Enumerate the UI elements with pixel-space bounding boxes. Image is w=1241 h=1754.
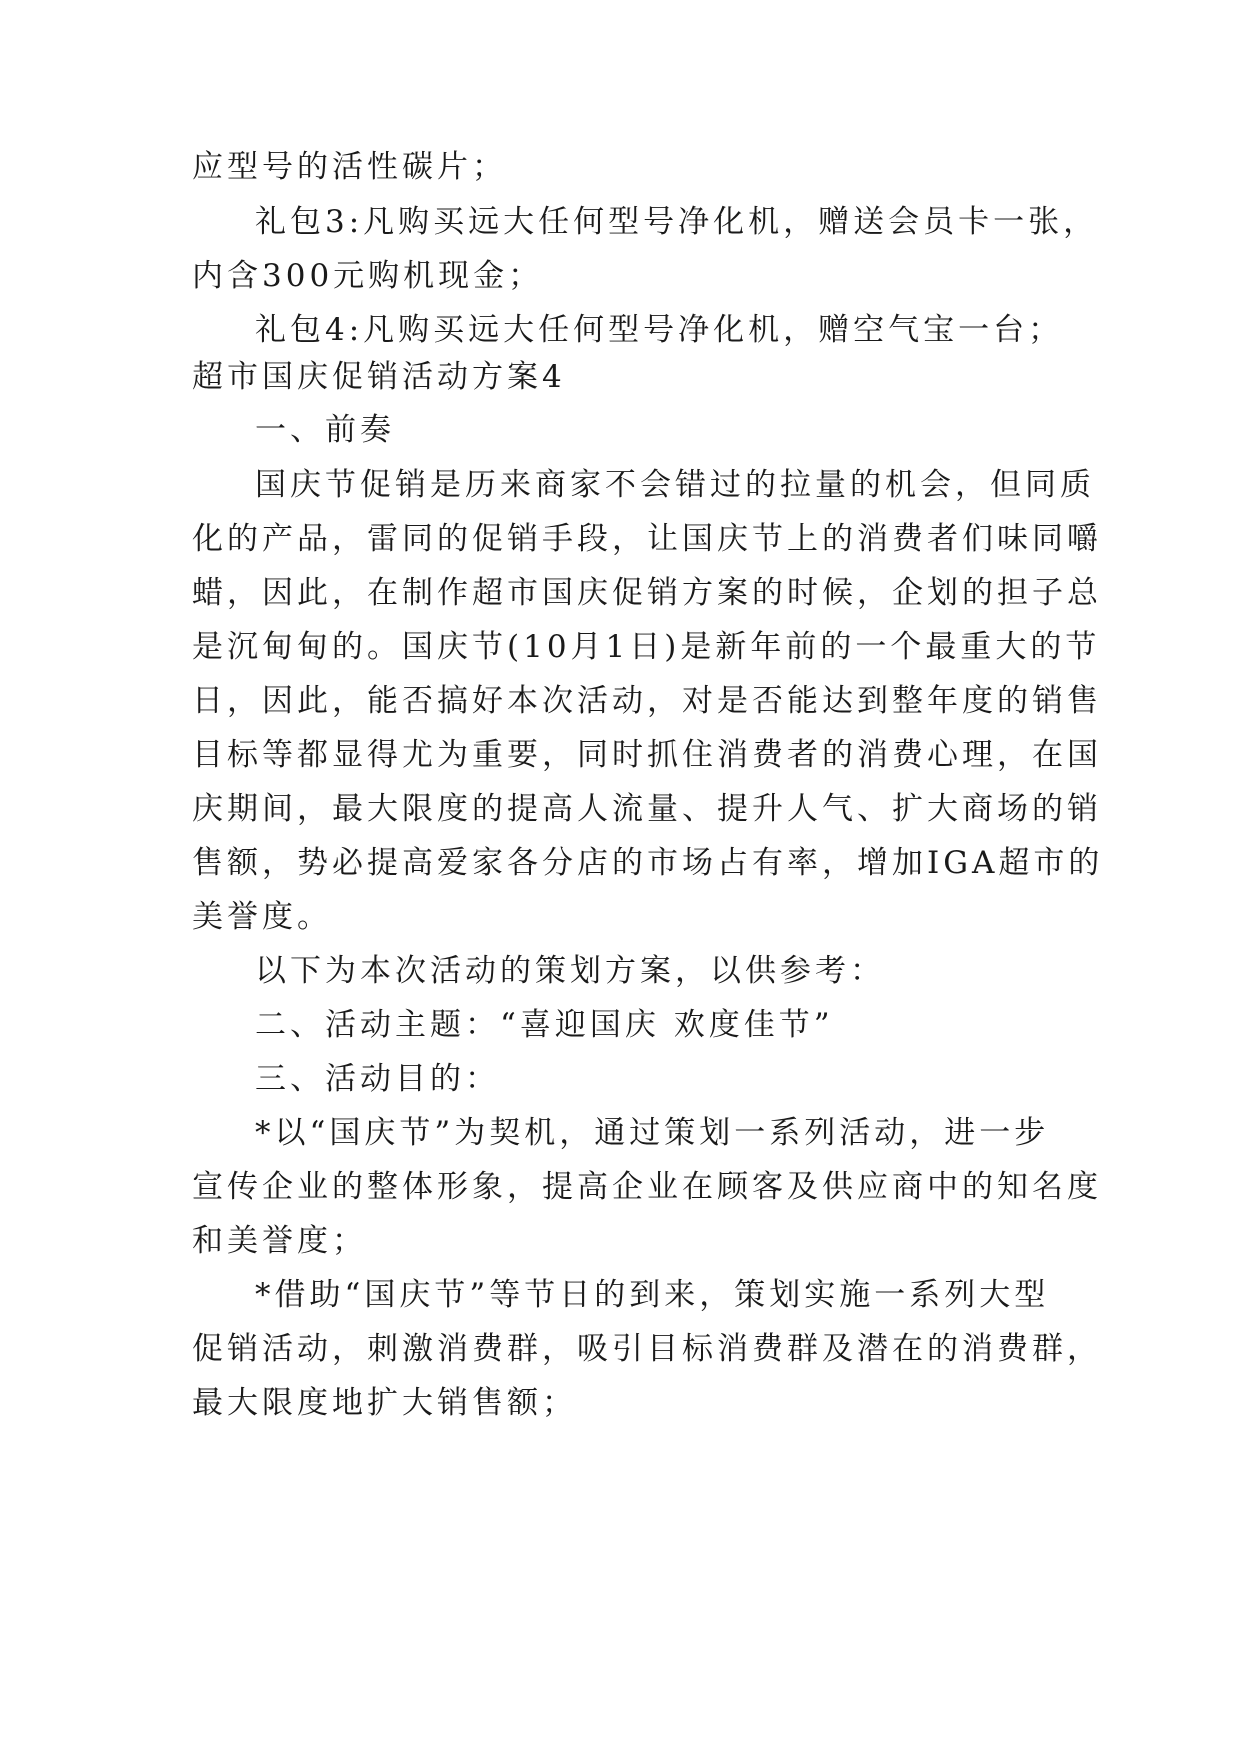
text-line: 礼包3:凡购买远大任何型号净化机，赠送会员卡一张， <box>255 204 1099 240</box>
text-line: 一、前奏 <box>255 412 395 448</box>
text-line: 促销活动，刺激消费群，吸引目标消费群及潜在的消费群， <box>192 1331 1102 1367</box>
text-line: 内含300元购机现金； <box>192 258 544 294</box>
text-line: *以“国庆节”为契机，通过策划一系列活动，进一步 <box>255 1115 1050 1151</box>
text-line: 礼包4:凡购买远大任何型号净化机，赠空气宝一台； <box>255 312 1064 348</box>
text-line: 售额，势必提高爱家各分店的市场占有率，增加IGA超市的 <box>192 845 1104 881</box>
text-line: 化的产品，雷同的促销手段，让国庆节上的消费者们味同嚼 <box>192 521 1102 557</box>
text-line: 目标等都显得尤为重要，同时抓住消费者的消费心理，在国 <box>192 737 1102 773</box>
text-line: 是沉甸甸的。国庆节(10月1日)是新年前的一个最重大的节 <box>192 629 1101 665</box>
text-line: 以下为本次活动的策划方案，以供参考： <box>255 953 885 989</box>
text-line: 宣传企业的整体形象，提高企业在顾客及供应商中的知名度 <box>192 1169 1102 1205</box>
section-heading: 超市国庆促销活动方案4 <box>192 359 566 395</box>
text-line: 国庆节促销是历来商家不会错过的拉量的机会，但同质 <box>255 467 1095 503</box>
text-line: 最大限度地扩大销售额； <box>192 1385 577 1421</box>
text-line: 和美誉度； <box>192 1223 367 1259</box>
text-line: 日，因此，能否搞好本次活动，对是否能达到整年度的销售 <box>192 683 1102 719</box>
text-line: 应型号的活性碳片； <box>192 149 507 185</box>
text-line: 二、活动主题：“喜迎国庆 欢度佳节” <box>255 1007 834 1043</box>
text-line: 庆期间，最大限度的提高人流量、提升人气、扩大商场的销 <box>192 791 1102 827</box>
text-line: *借助“国庆节”等节日的到来，策划实施一系列大型 <box>255 1277 1050 1313</box>
text-line: 三、活动目的： <box>255 1061 500 1097</box>
text-line: 美誉度。 <box>192 899 332 935</box>
text-line: 蜡，因此，在制作超市国庆促销方案的时候，企划的担子总 <box>192 575 1102 611</box>
